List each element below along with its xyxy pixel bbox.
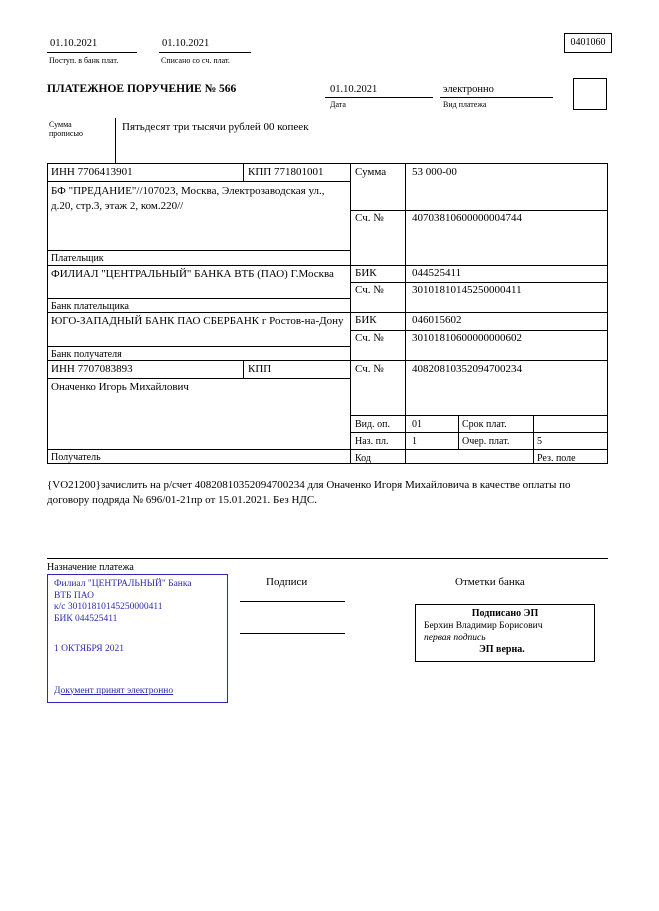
table-border xyxy=(47,298,350,299)
stamp-bik: БИК 044525411 xyxy=(54,613,118,624)
bank-marks-heading: Отметки банка xyxy=(455,576,525,588)
ep-title: Подписано ЭП xyxy=(471,608,539,619)
purpose-code-label: Наз. пл. xyxy=(355,436,389,447)
table-border xyxy=(350,163,351,463)
amount-words-value: Пятьдесят три тысячи рублей 00 копеек xyxy=(122,121,309,133)
signature-line xyxy=(240,601,345,602)
table-border xyxy=(47,312,608,313)
payer-bank-bik-label: БИК xyxy=(355,267,377,279)
payer-bank-name: ФИЛИАЛ "ЦЕНТРАЛЬНЫЙ" БАНКА ВТБ (ПАО) Г.Москва xyxy=(51,268,334,280)
payer-name: БФ "ПРЕДАНИЕ"//107023, Москва, Электрозаводская ул., д.20, стр.3, этаж 2, ком.220// xyxy=(51,185,325,212)
status-box xyxy=(573,78,607,110)
stamp-corr-account: к/с 30101810145250000411 xyxy=(54,602,163,612)
payee-bank-account-value: 30101810600000000602 xyxy=(412,332,522,344)
ep-signer-role: первая подпись xyxy=(424,633,486,643)
date-debited-label: Списано со сч. плат. xyxy=(161,56,230,65)
payee-bank-caption: Банк получателя xyxy=(51,349,122,360)
payment-kind: электронно xyxy=(443,84,494,95)
payee-account-label: Сч. № xyxy=(355,363,384,375)
table-border xyxy=(350,432,608,433)
payer-bank-bik-value: 044525411 xyxy=(412,267,462,279)
payment-purpose-label: Назначение платежа xyxy=(47,562,134,573)
table-border xyxy=(47,463,608,464)
payee-caption: Получатель xyxy=(51,452,101,463)
date-debited-value: 01.10.2021 xyxy=(162,38,210,49)
divider-line xyxy=(47,52,137,53)
signatures-heading: Подписи xyxy=(266,576,308,588)
table-border xyxy=(533,415,534,463)
table-border xyxy=(47,181,350,182)
table-border xyxy=(47,250,350,251)
payee-bank-bik-value: 046015602 xyxy=(412,314,462,326)
divider-line xyxy=(159,52,251,53)
ep-signer-name: Берхин Владимир Борисович xyxy=(424,621,543,631)
table-border xyxy=(243,360,244,378)
divider-line xyxy=(47,558,608,559)
due-date-label: Срок плат. xyxy=(462,419,507,430)
op-type-value: 01 xyxy=(412,419,422,430)
payee-bank-name: ЮГО-ЗАПАДНЫЙ БАНК ПАО СБЕРБАНК г Ростов-на-Дону xyxy=(51,315,344,327)
op-type-label: Вид. оп. xyxy=(355,419,390,430)
payee-kpp-label: КПП xyxy=(248,363,272,375)
amount-label: Сумма xyxy=(355,166,387,178)
payment-kind-label: Вид платежа xyxy=(443,100,487,109)
table-border xyxy=(47,265,608,266)
table-border xyxy=(243,163,244,181)
electronic-signature-stamp xyxy=(415,604,595,662)
document-date-label: Дата xyxy=(330,100,346,109)
divider-line xyxy=(115,118,116,163)
payee-inn: ИНН 7707083893 xyxy=(51,363,133,375)
stamp-date: 1 ОКТЯБРЯ 2021 xyxy=(54,644,124,654)
table-border xyxy=(47,163,48,463)
table-border xyxy=(47,378,350,379)
amount-value: 53 000-00 xyxy=(412,166,457,178)
date-received-label: Поступ. в банк плат. xyxy=(49,56,119,65)
payer-inn: ИНН 7706413901 xyxy=(51,166,133,178)
payer-bank-account-label: Сч. № xyxy=(355,284,384,296)
payment-purpose-text: {VO21200}зачислить на р/счет 40820810352094700234 для Оначенко Игоря Михайловича в качестве оплаты по договору подряда № 696/01-21пр от 15.01.2021. Без НДС. xyxy=(47,479,571,506)
table-border xyxy=(607,163,608,463)
table-border xyxy=(47,360,608,361)
table-border xyxy=(47,346,350,347)
bank-stamp xyxy=(47,574,228,703)
stamp-org: Филиал "ЦЕНТРАЛЬНЫЙ" Банка ВТБ ПАО xyxy=(54,579,192,601)
date-received-value: 01.10.2021 xyxy=(50,38,98,49)
reserve-field-label: Рез. поле xyxy=(537,453,576,464)
payer-bank-caption: Банк плательщика xyxy=(51,301,129,312)
code-label: Код xyxy=(355,453,371,464)
table-border xyxy=(47,163,608,164)
form-code-box xyxy=(564,33,612,53)
payer-kpp: КПП 771801001 xyxy=(248,166,324,178)
table-border xyxy=(405,163,406,463)
payee-name: Оначенко Игорь Михайлович xyxy=(51,381,189,393)
amount-words-label: Сумма прописью xyxy=(49,120,84,138)
payee-bank-bik-label: БИК xyxy=(355,314,377,326)
payer-bank-account-value: 30101810145250000411 xyxy=(412,284,522,296)
table-border xyxy=(47,449,608,450)
payer-caption: Плательщик xyxy=(51,253,104,264)
table-border xyxy=(350,210,608,211)
table-border xyxy=(350,282,608,283)
divider-line xyxy=(440,97,553,98)
signature-line xyxy=(240,633,345,634)
document-date: 01.10.2021 xyxy=(330,84,378,95)
table-border xyxy=(458,415,459,449)
table-border xyxy=(350,415,608,416)
priority-label: Очер. плат. xyxy=(462,436,510,447)
priority-value: 5 xyxy=(537,436,542,447)
stamp-note: Документ принят электронно xyxy=(54,685,174,696)
payer-account-label: Сч. № xyxy=(355,212,384,224)
document-title: ПЛАТЕЖНОЕ ПОРУЧЕНИЕ № 566 xyxy=(47,83,237,95)
payee-bank-account-label: Сч. № xyxy=(355,332,384,344)
divider-line xyxy=(325,97,433,98)
table-border xyxy=(350,330,608,331)
payer-account-value: 40703810600000004744 xyxy=(412,212,522,224)
purpose-code-value: 1 xyxy=(412,436,417,447)
payee-account-value: 40820810352094700234 xyxy=(412,363,522,375)
form-code: 0401060 xyxy=(570,37,606,48)
ep-verified: ЭП верна. xyxy=(479,644,525,655)
